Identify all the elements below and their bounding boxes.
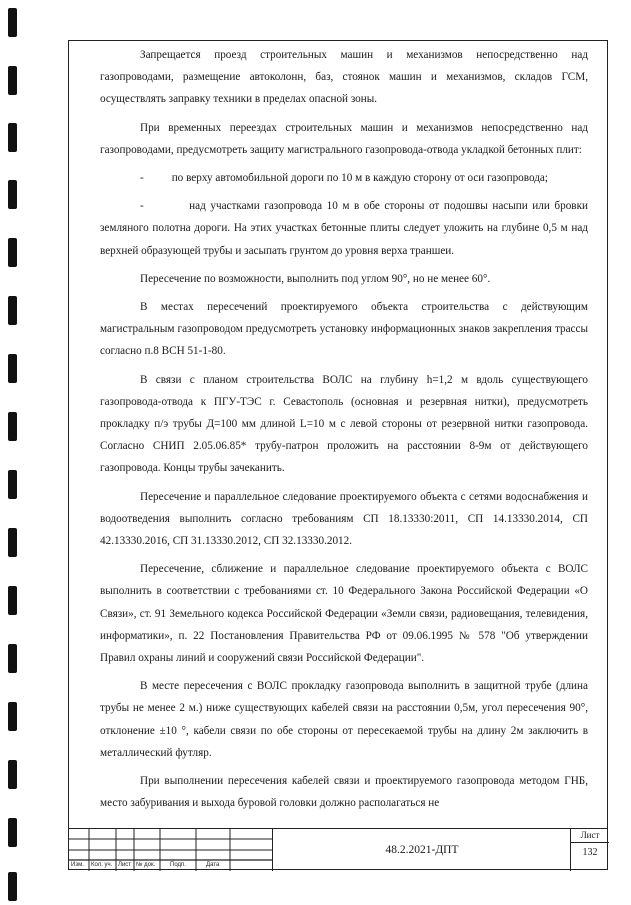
title-block-stamp	[68, 828, 608, 870]
list-item: - над участками газопровода 10 м в обе стороны от подошвы насыпи или бровки земляного полотна дороги. На этих участках бетонные плиты следует уложить на глубине 0,5 м над верхней образующей трубы и засыпать грунтом до уровня верха траншеи.	[100, 200, 591, 257]
stamp-label-kol-uch: Кол. уч.	[91, 862, 113, 868]
paragraph: Запрещается проезд строительных машин и механизмов непосредственно над газопроводами, размещение автоколонн, баз, стоянок машин и механизмов, складов ГСМ, осуществлять заправку техники в пределах опасной зоны.	[100, 49, 588, 106]
revision-table	[68, 829, 272, 871]
paragraph: В местах пересечений проектируемого объекта строительства с действующим магистральным газопроводом предусмотреть установку информационных знаков закрепления трассы согласно п.8 ВСН 51-1-80.	[100, 301, 588, 358]
paragraph: В месте пересечения с ВОЛС прокладку газопровода выполнить в защитной трубе (длина трубы не менее 2 м.) ниже существующих кабелей связи на расстоянии 0,5м, угол пересечения 90°, отклонение ±10 °, кабели связи по обе стороны от пересекаемой трубы на длину 2м заключить в металлический футляр.	[100, 680, 588, 759]
stamp-label-signature: Подп.	[170, 862, 186, 868]
document-body	[100, 44, 591, 815]
paragraph: В связи с планом строительства ВОЛС на глубину h=1,2 м вдоль существующего газопровода-отвода к ПГУ-ТЭС г. Севастополь (основная и резервная нитки), предусмотреть прокладку п/э трубы Д=100 мм длиной L=10 м с левой стороны от резервной нитки газопровода. Согласно СНИП 2.05.06.85* трубу-патрон проложить на расстоянии 8-9м от действующего газопровода. Концы трубы зачеканить.	[100, 373, 588, 475]
paragraph: При выполнении пересечения кабелей связи и проектируемого газопровода методом ГНБ, место забуривания и выхода буровой головки должно располагаться не	[100, 775, 588, 810]
stamp-label-izm: Изм.	[71, 862, 84, 868]
sheet-box	[570, 829, 609, 871]
stamp-label-doc-no: № док.	[136, 862, 156, 868]
list-item: - по верху автомобильной дороги по 10 м в каждую сторону от оси газопровода;	[140, 172, 549, 185]
sheet-label: Лист	[580, 830, 600, 840]
sheet-number: 132	[582, 847, 598, 858]
stamp-label-list: Лист	[118, 862, 132, 868]
stamp-label-date: Дата	[206, 862, 220, 868]
paragraph: При временных переездах строительных машин и механизмов непосредственно над газопроводами, предусмотреть защиту магистрального газопровода-отвода укладкой бетонных плит:	[100, 121, 588, 156]
paragraph: Пересечение по возможности, выполнить под углом 90°, но не менее 60°.	[140, 272, 491, 285]
paragraph: Пересечение и параллельное следование проектируемого объекта с сетями водоснабжения и водоотведения выполнить согласно требованиям СП 18.13330:2011, СП 14.13330.2014, СП 42.13330.2016, СП 31.13330.2012, СП 32.13330.2012.	[100, 490, 588, 548]
binding-marks	[8, 0, 18, 905]
paragraph: Пересечение, сближение и параллельное следование проектируемого объекта с ВОЛС выполнить в соответствии с требованиями ст. 10 Федерального Закона Российской Федерации «О Связи», ст. 91 Земельного кодекса Российской Федерации «Земли связи, радиовещания, телевидения, информатики», п. 22 Постановления Правительства РФ от 09.06.1995 № 578 "Об утверждении Правил охраны линий и сооружений связи Российской Федерации".	[100, 563, 588, 665]
document-code: 48.2.2021-ДПТ	[272, 829, 571, 871]
